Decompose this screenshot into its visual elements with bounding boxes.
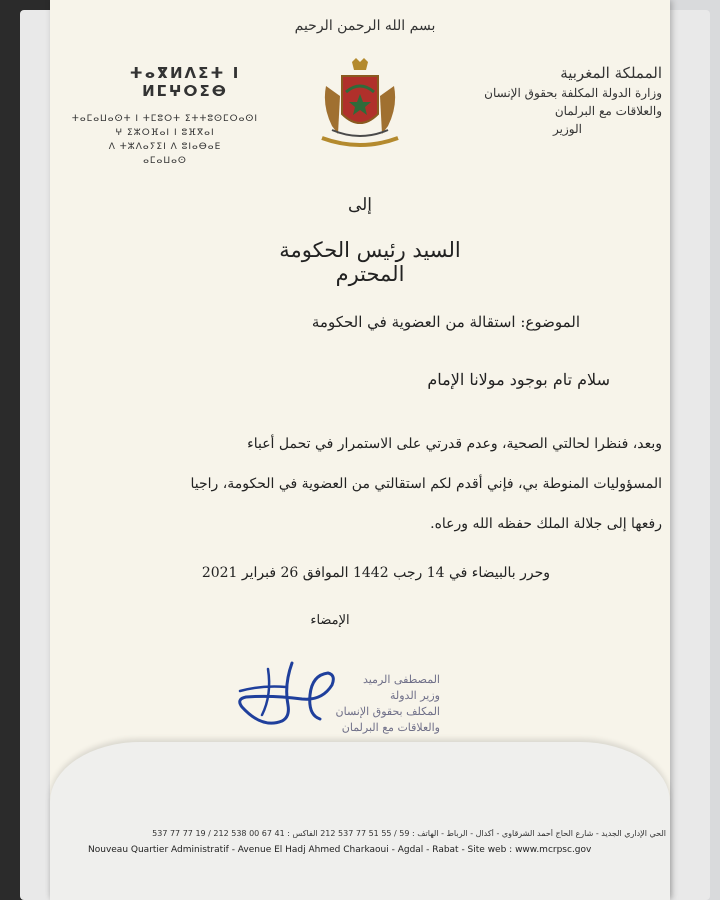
dateline: وحرر بالبيضاء في 14 رجب 1442 الموافق 26 فبراير 2021	[201, 565, 550, 581]
tifinagh-line: ⴷ ⵜⵣⴷⴰⵢⵉⵏ ⴷ ⵓⵏⴰⴱⴰⴹ	[108, 142, 222, 152]
header-line: الوزير	[553, 122, 582, 136]
subject-line: الموضوع: استقالة من العضوية في الحكومة	[311, 313, 580, 331]
royal-emblem-icon	[312, 56, 408, 152]
footer-address-latin: Nouveau Quartier Administratif - Avenue El Hadj Ahmed Charkaoui - Agdal - Rabat - Site web : www.mcrpsc.gov	[88, 845, 592, 855]
stamp-line: المصطفى الرميد	[362, 673, 440, 686]
signature-label: الإمضاء	[310, 613, 350, 628]
body-line: وبعد، فنظرا لحالتي الصحية، وعدم قدرتي على الاستمرار في تحمل أعباء	[247, 436, 662, 452]
header-line: وزارة الدولة المكلفة بحقوق الإنسان	[484, 86, 662, 100]
letter-body	[122, 424, 662, 544]
tifinagh-line: ⵜⴰⵎⴰⵡⴰⵙⵜ ⵏ ⵜⵎⵓⵔⵜ ⵉⵜⵜⵓⵙⵎⵔⴰⵙⵏ ⵖ ⵉⵣⵔⴼⴰⵏ ⵏ ⵓⴼⴳⴰⵏ	[71, 114, 259, 138]
stamp-line: المكلف بحقوق الإنسان	[335, 705, 440, 718]
tifinagh-title: ⵜⴰⴳⵍⴷⵉⵜ ⵏ ⵍⵎⵖⵔⵉⴱ	[129, 64, 241, 100]
stamp-line: والعلاقات مع البرلمان	[341, 721, 440, 734]
footer-address-arabic: الحي الإداري الجديد - شارع الحاج أحمد الشرقاوي - أكدال - الرباط - الهاتف : 59 / 55 51 77 537 212 الفاكس : 41 67 00 538 212 / 19 77 77 537	[152, 829, 666, 838]
tifinagh-header	[70, 64, 260, 168]
header-line: المملكة المغربية	[560, 64, 662, 82]
handwritten-signature	[232, 655, 342, 735]
body-line: المسؤوليات المنوطة بي، فإني أقدم لكم استقالتي من العضوية في الحكومة، راجيا	[190, 476, 662, 492]
arabic-header	[432, 62, 662, 138]
addressee-prefix: إلى	[347, 195, 373, 215]
basmala: بسم الله الرحمن الرحيم	[294, 18, 436, 34]
greeting: سلام تام بوجود مولانا الإمام	[427, 370, 610, 389]
stamp-line: وزير الدولة	[390, 689, 440, 702]
tifinagh-line: ⴰⵎⴰⵡⴰⵙ	[143, 156, 187, 166]
folder-flap	[50, 742, 670, 900]
recipient: السيد رئيس الحكومة المحترم	[279, 238, 461, 286]
body-line: رفعها إلى جلالة الملك حفظه الله ورعاه.	[430, 516, 662, 532]
header-line: والعلاقات مع البرلمان	[554, 104, 662, 118]
